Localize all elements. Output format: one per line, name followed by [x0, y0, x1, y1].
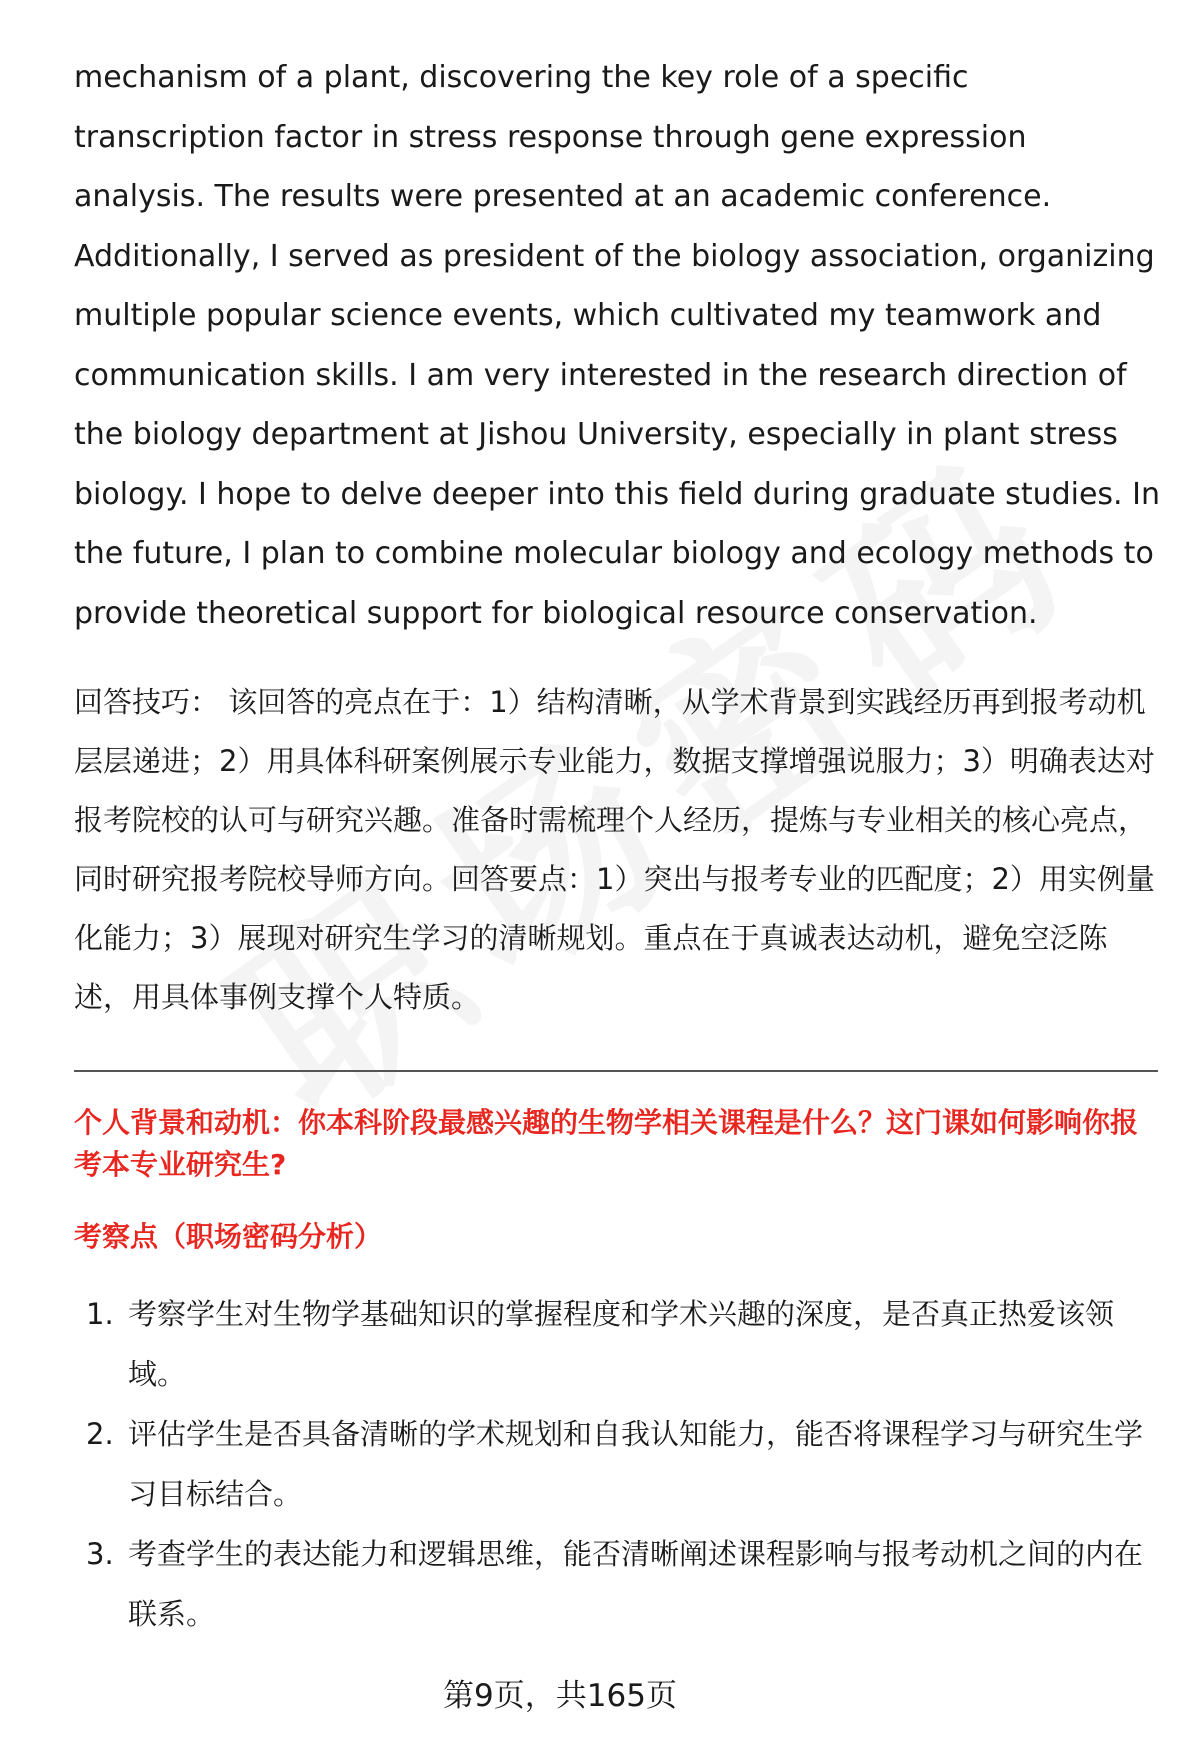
question-heading: 个人背景和动机：你本科阶段最感兴趣的生物学相关课程是什么？这门课如何影响你报考本专业研究生? [74, 1106, 1139, 1181]
list-item-text: 评估学生是否具备清晰的学术规划和自我认知能力，能否将课程学习与研究生学习目标结合。 [128, 1417, 1144, 1511]
assessment-points-heading: 考察点（职场密码分析） [74, 1220, 383, 1253]
list-item-number: 1. [86, 1297, 114, 1331]
list-item-text: 考察学生对生物学基础知识的掌握程度和学术兴趣的深度，是否真正热爱该领域。 [128, 1297, 1115, 1391]
list-item-text: 考查学生的表达能力和逻辑思维，能否清晰阐述课程影响与报考动机之间的内在联系。 [128, 1537, 1144, 1631]
list-item [74, 1404, 1164, 1524]
body-paragraph: mechanism of a plant, discovering the key role of a specific transcription factor in stress response through gene expression analysis. The results were presented at an academic conference. Additionally, I served as president of the biology association, organizing multiple popular science events, which cultivated my teamwork and communication skills. I am very interested in the research direction of the biology department at Jishou University, especially in plant stress biology. I hope to delve deeper into this field during graduate studies. In the future, I plan to combine molecular biology and ecology methods to provide theoretical support for biological resource conservation. [74, 60, 1160, 631]
list-item [74, 1524, 1164, 1644]
list-item-number: 2. [86, 1417, 114, 1451]
section-divider [74, 1070, 1158, 1072]
answer-tips-paragraph: 回答技巧： 该回答的亮点在于：1）结构清晰，从学术背景到实践经历再到报考动机层层递进；2）用具体科研案例展示专业能力，数据支撑增强说服力；3）明确表达对报考院校的认可与研究兴趣。准备时需梳理个人经历，提炼与专业相关的核心亮点，同时研究报考院校导师方向。回答要点：1）突出与报考专业的匹配度；2）用实例量化能力；3）展现对研究生学习的清晰规划。重点在于真诚表达动机，避免空泛陈述，用具体事例支撑个人特质。 [74, 685, 1155, 1014]
list-item [74, 1284, 1164, 1404]
list-item-number: 3. [86, 1537, 114, 1571]
page-content [74, 48, 1164, 1644]
page-number-footer: 第9页，共165页 [443, 1678, 677, 1714]
assessment-points-list [74, 1284, 1164, 1644]
